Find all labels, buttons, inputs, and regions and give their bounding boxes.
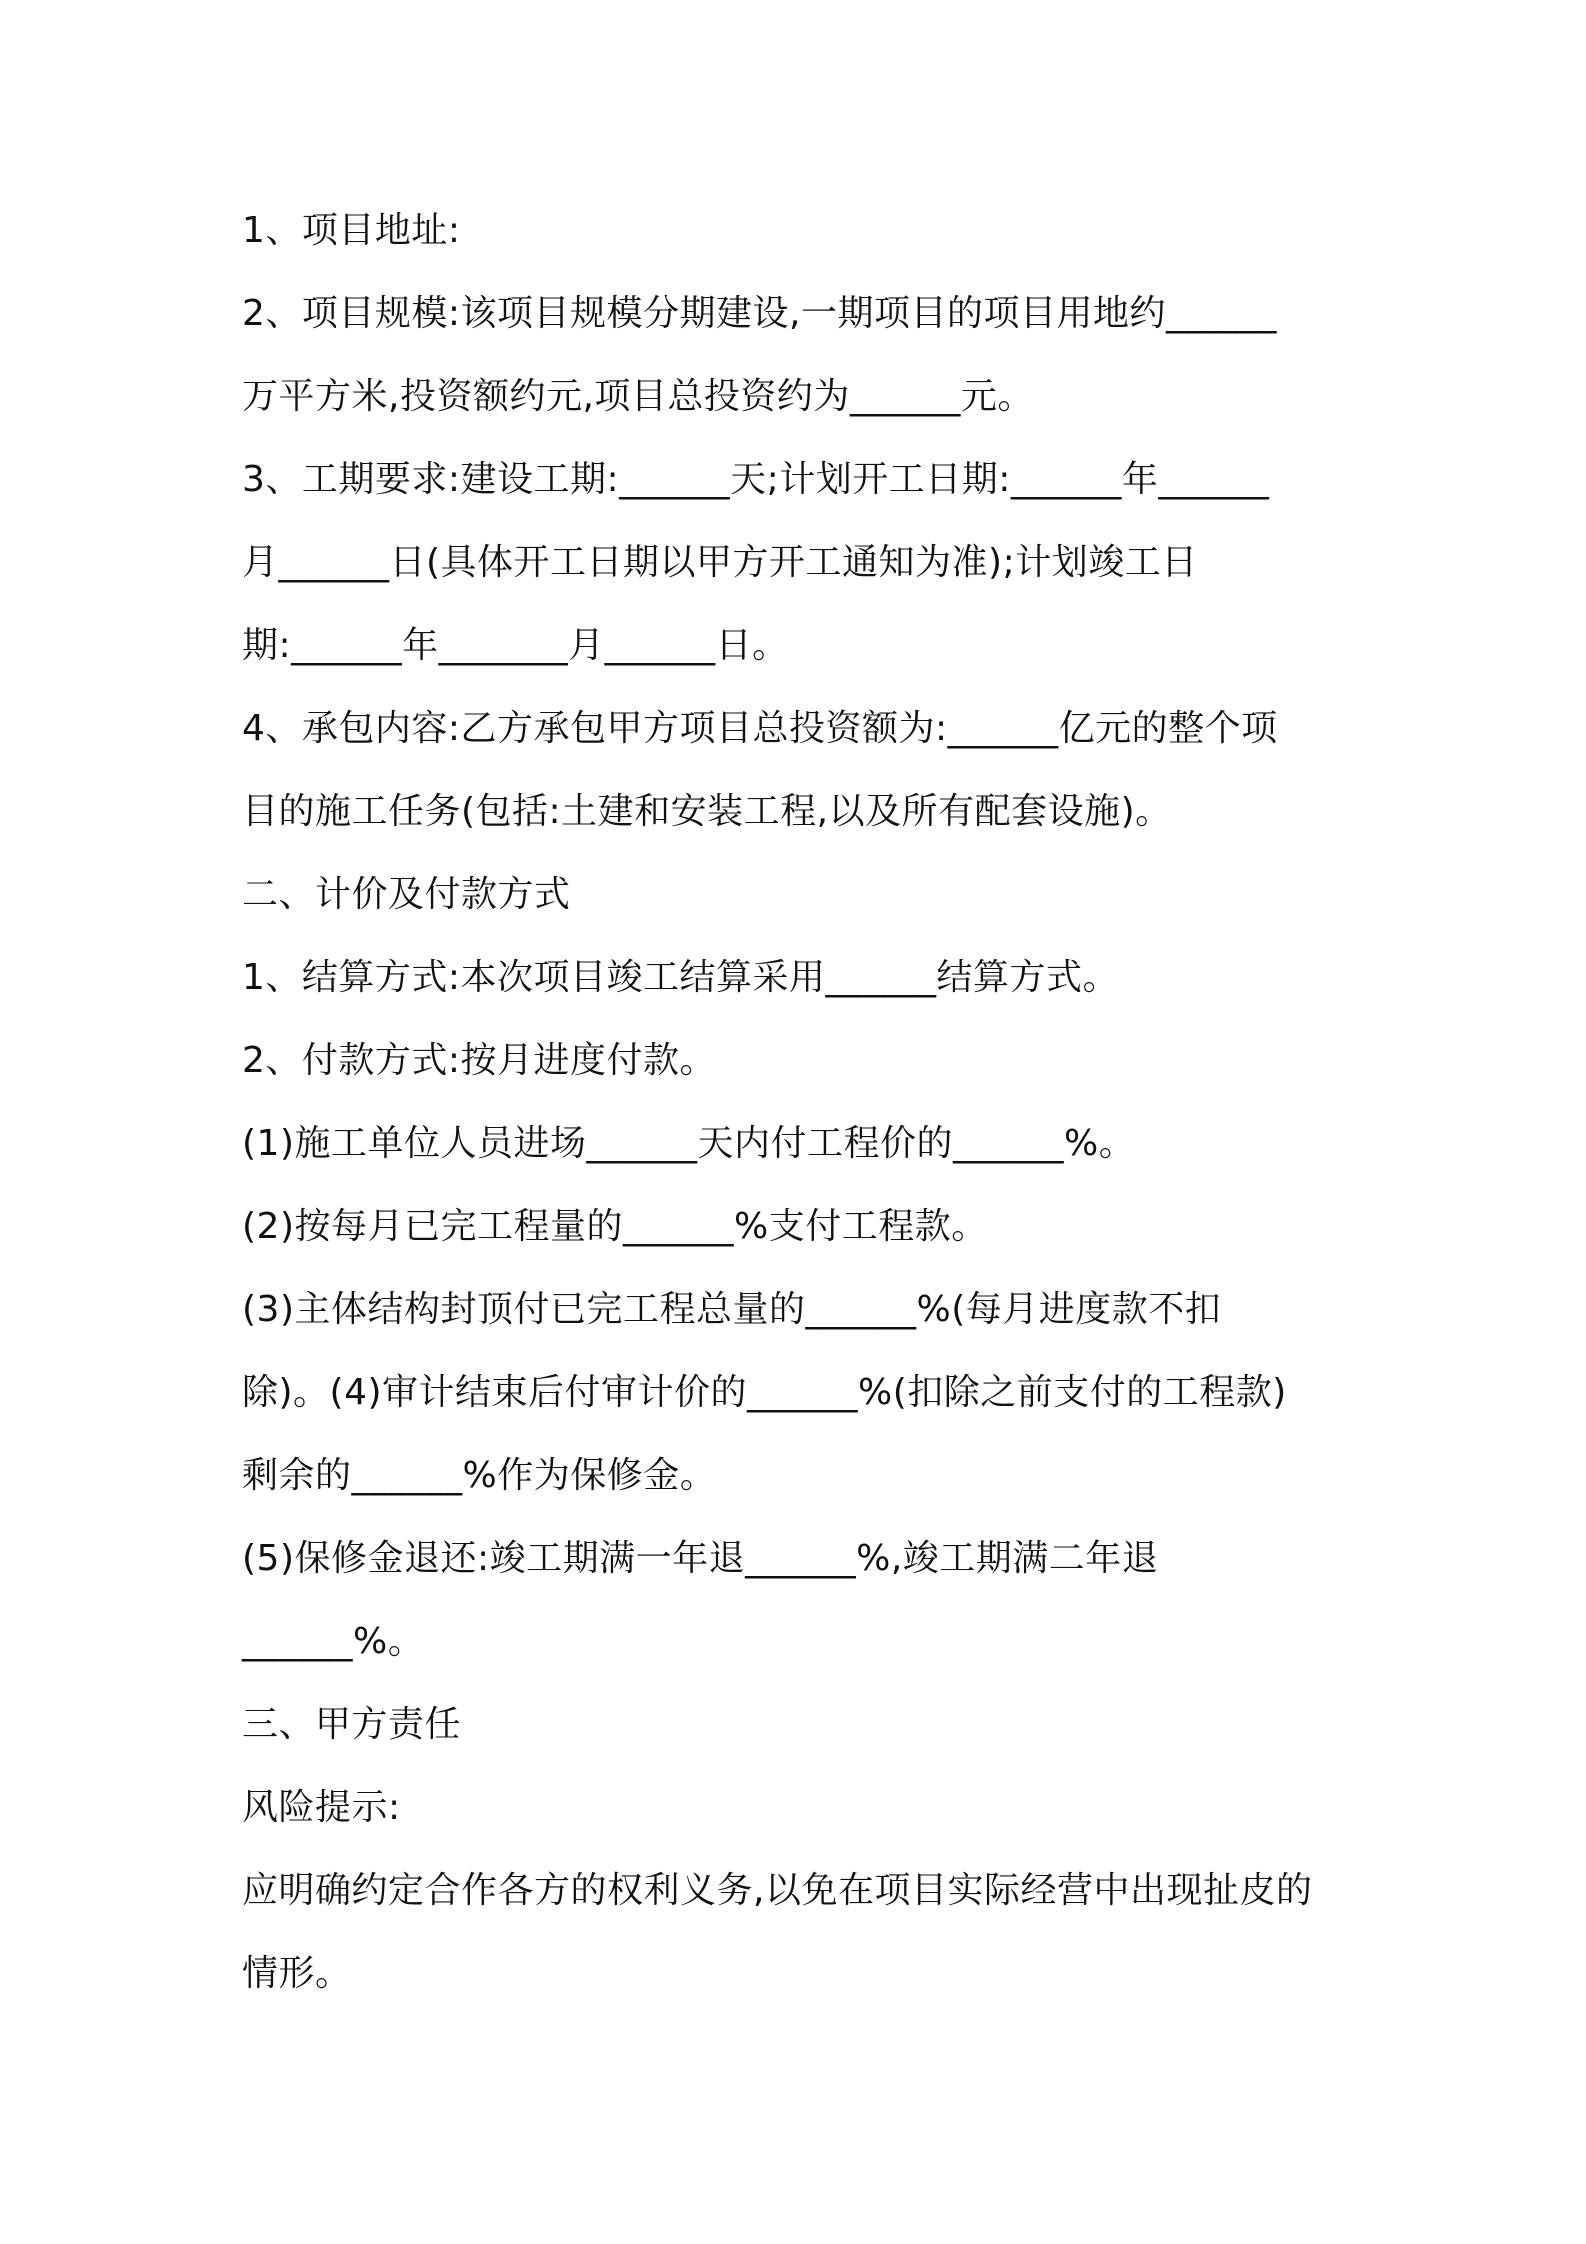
item-schedule-cont-2: 期:______年_______月______日。 <box>242 625 789 666</box>
payment-clause-1: (1)施工单位人员进场______天内付工程价的______%。 <box>242 1123 1136 1164</box>
payment-clause-5: (5)保修金退还:竣工期满一年退______%,竣工期满二年退 <box>242 1538 1159 1579</box>
item-schedule: 3、工期要求:建设工期:______天;计划开工日期:______年______ <box>242 459 1270 500</box>
item-contract-scope: 4、承包内容:乙方承包甲方项目总投资额为:______亿元的整个项 <box>242 708 1278 749</box>
risk-notice-text: 应明确约定合作各方的权利义务,以免在项目实际经营中出现扯皮的 <box>242 1870 1313 1911</box>
payment-clause-3: (3)主体结构封顶付已完工程总量的______%(每月进度款不扣 <box>242 1289 1222 1330</box>
payment-clause-5-cont: ______%。 <box>242 1621 425 1662</box>
item-project-scale-cont: 万平方米,投资额约元,项目总投资约为______元。 <box>242 376 1034 417</box>
item-settlement: 1、结算方式:本次项目竣工结算采用______结算方式。 <box>242 957 1120 998</box>
risk-notice-label: 风险提示: <box>242 1787 401 1828</box>
section-heading-party-a: 三、甲方责任 <box>242 1704 462 1745</box>
item-project-scale: 2、项目规模:该项目规模分期建设,一期项目的项目用地约______ <box>242 293 1277 334</box>
payment-clause-4-cont: 剩余的______%作为保修金。 <box>242 1455 717 1496</box>
payment-clause-2: (2)按每月已完工程量的______%支付工程款。 <box>242 1206 988 1247</box>
item-contract-scope-cont: 目的施工任务(包括:土建和安装工程,以及所有配套设施)。 <box>242 791 1172 832</box>
item-schedule-cont-1: 月______日(具体开工日期以甲方开工通知为准);计划竣工日 <box>242 542 1198 583</box>
payment-clause-3-cont: 除)。(4)审计结束后付审计价的______%(扣除之前支付的工程款) <box>242 1372 1287 1413</box>
risk-notice-text-cont: 情形。 <box>242 1953 352 1994</box>
item-project-address: 1、项目地址: <box>242 210 461 251</box>
item-payment: 2、付款方式:按月进度付款。 <box>242 1040 717 1081</box>
section-heading-pricing: 二、计价及付款方式 <box>242 874 571 915</box>
